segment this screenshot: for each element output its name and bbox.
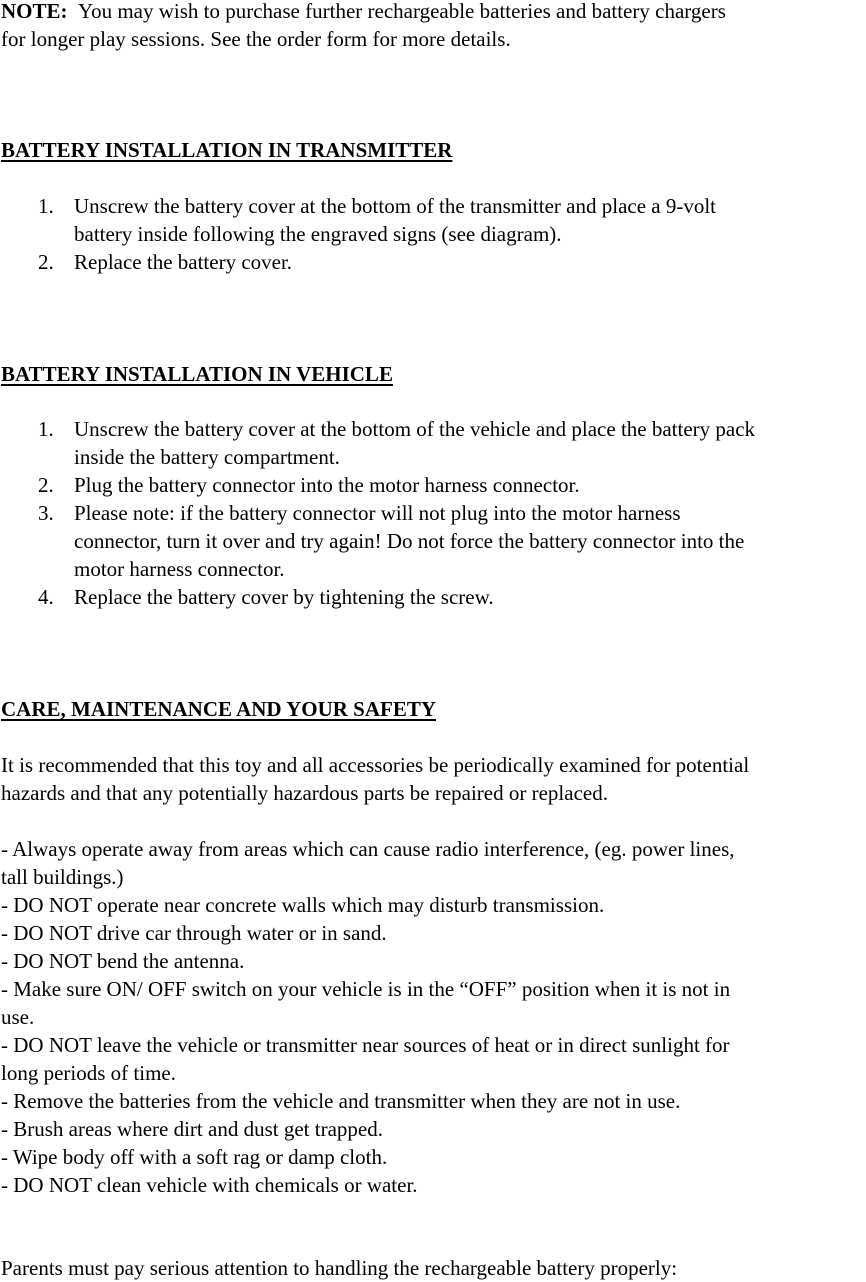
list-item (0, 415, 866, 471)
step-text: motor harness connector. (74, 557, 285, 581)
step-text: Replace the battery cover. (74, 250, 293, 274)
list-item: - DO NOT operate near concrete walls which may disturb transmission. (1, 893, 605, 917)
list-item: - DO NOT leave the vehicle or transmitter near sources of heat or in direct sunlight for (1, 1033, 730, 1057)
note-paragraph (1, 0, 726, 53)
list-item: - Brush areas where dirt and dust get trapped. (1, 1117, 383, 1141)
care-intro (1, 751, 749, 807)
note-line-2: for longer play sessions. See the order form for more details. (1, 27, 511, 51)
step-number: 2. (38, 473, 54, 497)
list-item: - Wipe body off with a soft rag or damp cloth. (1, 1145, 388, 1169)
list-item (0, 499, 866, 583)
list-item: - Make sure ON/ OFF switch on your vehicle is in the “OFF” position when it is not in (1, 977, 731, 1001)
step-text: Replace the battery cover by tightening the screw. (74, 585, 494, 609)
step-text: inside the battery compartment. (74, 445, 340, 469)
list-item: - DO NOT clean vehicle with chemicals or water. (1, 1173, 418, 1197)
closing-paragraph: Parents must pay serious attention to handling the rechargeable battery properly: (1, 1256, 678, 1280)
transmitter-heading: BATTERY INSTALLATION IN TRANSMITTER (1, 138, 453, 162)
list-item: - Remove the batteries from the vehicle and transmitter when they are not in use. (1, 1089, 681, 1113)
note-label: NOTE: (1, 0, 68, 23)
step-number: 1. (38, 194, 54, 218)
list-item (0, 192, 866, 248)
transmitter-steps (0, 192, 866, 276)
step-text: Unscrew the battery cover at the bottom of the vehicle and place the battery pack (74, 417, 756, 441)
step-number: 1. (38, 417, 54, 441)
vehicle-steps (0, 415, 866, 611)
step-text: connector, turn it over and try again! Do not force the battery connector into the (74, 529, 745, 553)
step-number: 3. (38, 501, 54, 525)
list-item (0, 583, 866, 611)
list-item (0, 471, 866, 499)
step-text: Unscrew the battery cover at the bottom of the transmitter and place a 9-volt (74, 194, 717, 218)
note-text-1: You may wish to purchase further rechargeable batteries and battery chargers (78, 0, 726, 23)
list-item: - DO NOT drive car through water or in sand. (1, 921, 387, 945)
list-item (0, 248, 866, 276)
care-intro-line: It is recommended that this toy and all accessories be periodically examined for potential (1, 753, 750, 777)
care-safety-list (1, 835, 735, 1199)
note-line-1 (1, 0, 726, 25)
care-intro-line: hazards and that any potentially hazardous parts be repaired or replaced. (1, 781, 608, 805)
step-text: battery inside following the engraved signs (see diagram). (74, 222, 562, 246)
list-item: tall buildings.) (1, 865, 124, 889)
list-item: - DO NOT bend the antenna. (1, 949, 245, 973)
list-item: - Always operate away from areas which can cause radio interference, (eg. power lines, (1, 837, 735, 861)
list-item: use. (1, 1005, 35, 1029)
step-number: 4. (38, 585, 54, 609)
care-heading: CARE, MAINTENANCE AND YOUR SAFETY (1, 697, 437, 721)
vehicle-heading: BATTERY INSTALLATION IN VEHICLE (1, 362, 393, 386)
step-text: Please note: if the battery connector will not plug into the motor harness (74, 501, 681, 525)
step-text: Plug the battery connector into the motor harness connector. (74, 473, 580, 497)
list-item: long periods of time. (1, 1061, 176, 1085)
step-number: 2. (38, 250, 54, 274)
